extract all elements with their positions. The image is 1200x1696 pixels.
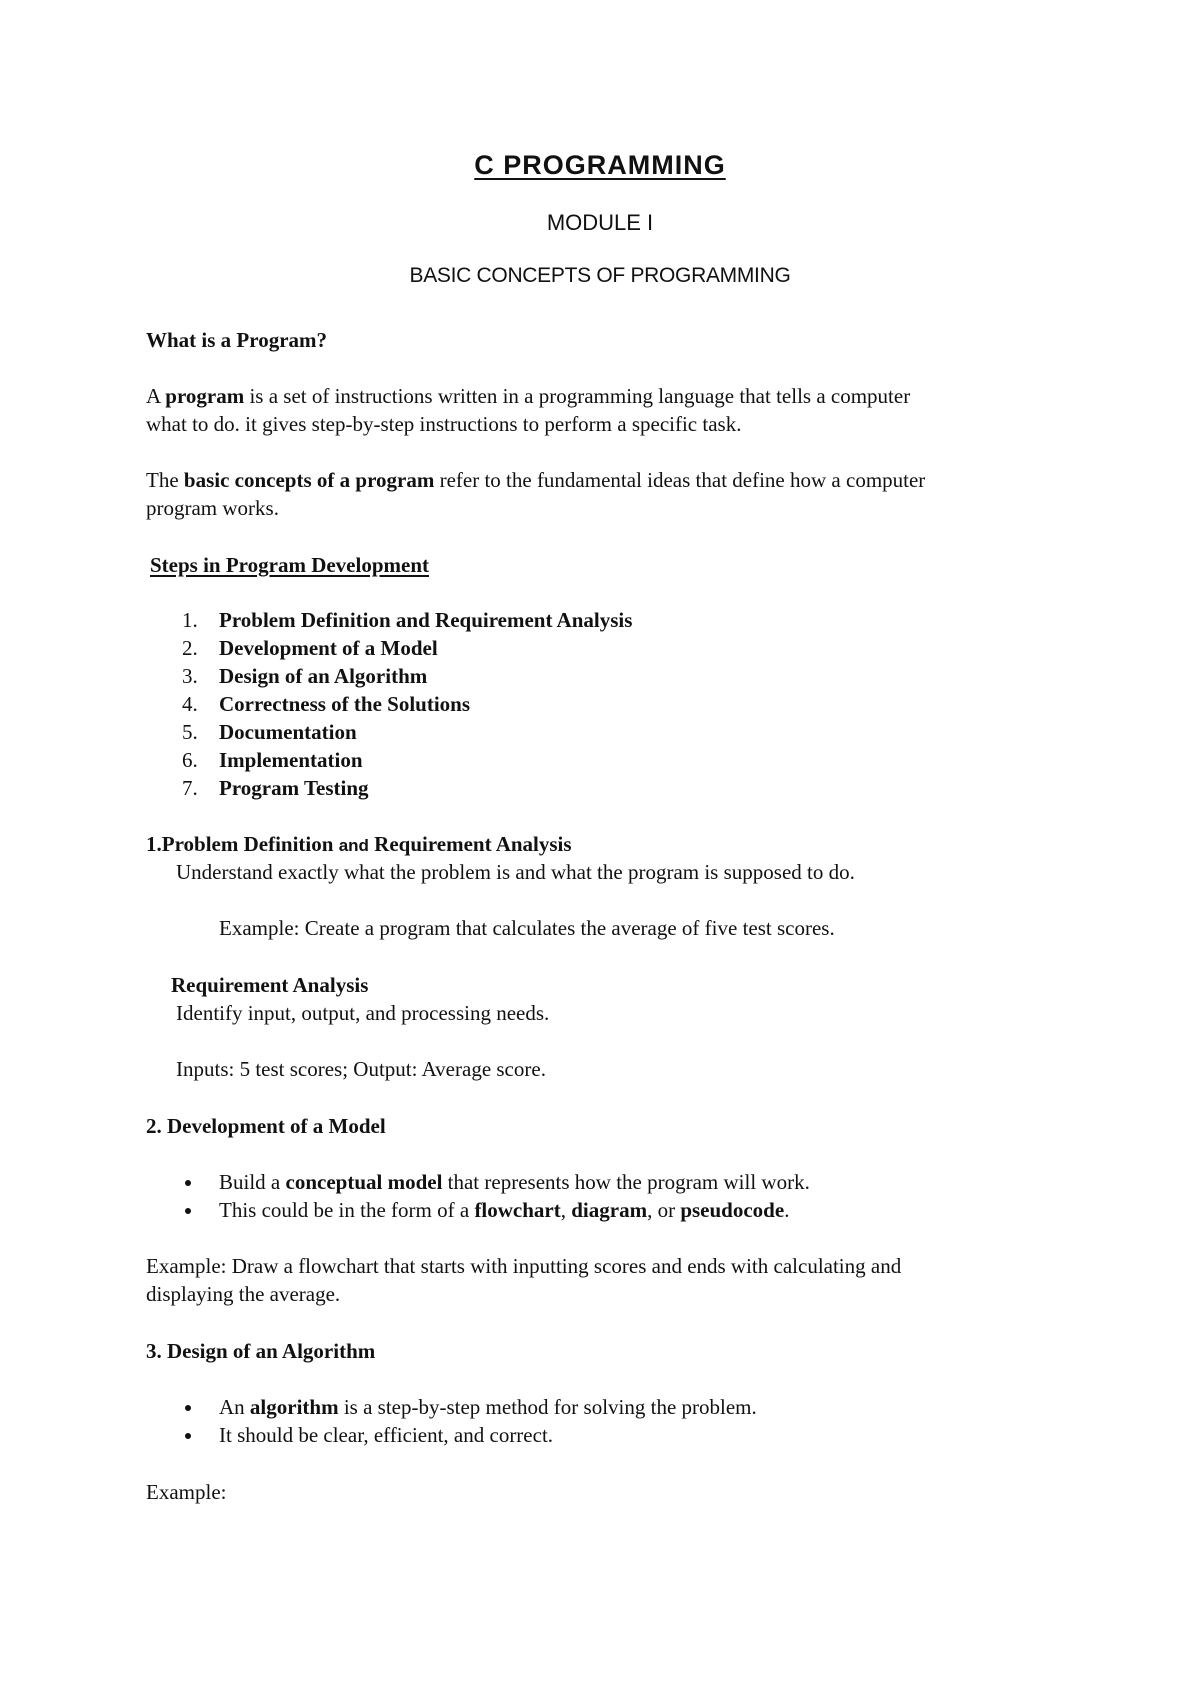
program-definition-line-1	[146, 382, 910, 410]
section-1-example: Example: Create a program that calculates the average of five test scores.	[219, 916, 835, 940]
text-span: is a set of instructions written in a programming language that tells a computer	[244, 384, 911, 408]
text-span: refer to the fundamental ideas that define how a computer	[434, 468, 926, 492]
step-label: Design of an Algorithm	[219, 664, 428, 688]
requirement-analysis-line-2: Inputs: 5 test scores; Output: Average score.	[176, 1057, 546, 1081]
bold-term: conceptual model	[285, 1170, 443, 1194]
step-number: 5.	[182, 720, 198, 744]
text-span: The	[146, 468, 184, 492]
text-span: ,	[560, 1198, 572, 1222]
program-definition-line-2: what to do. it gives step-by-step instructions to perform a specific task.	[146, 412, 742, 436]
module-label: MODULE I	[546, 210, 654, 235]
steps-heading: Steps in Program Development	[150, 553, 429, 577]
section-1-heading	[146, 830, 572, 860]
bold-term: diagram	[571, 1198, 648, 1222]
step-label: Documentation	[219, 720, 357, 744]
step-item	[182, 662, 632, 690]
bold-term-program: program	[165, 384, 245, 408]
section-2-bullets	[219, 1168, 810, 1224]
text-span: An	[219, 1395, 250, 1419]
text-span: , or	[647, 1198, 681, 1222]
bullet-icon	[185, 1208, 191, 1214]
step-number: 4.	[182, 692, 198, 716]
text-span: 1.Problem Definition	[146, 832, 339, 856]
text-span: It should be clear, efficient, and correct.	[219, 1423, 554, 1447]
step-label: Problem Definition and Requirement Analysis	[219, 608, 633, 632]
step-item	[182, 774, 632, 802]
section-2-example-line-1: Example: Draw a flowchart that starts with inputting scores and ends with calculating and	[146, 1254, 902, 1278]
document-title: C PROGRAMMING	[474, 150, 726, 180]
text-span: .	[784, 1198, 790, 1222]
step-label: Program Testing	[219, 776, 369, 800]
bullet-item	[219, 1196, 810, 1224]
section-1-description: Understand exactly what the problem is and what the program is supposed to do.	[176, 860, 855, 884]
section-3-example: Example:	[146, 1480, 227, 1504]
bullet-icon	[185, 1180, 191, 1186]
what-is-program-heading: What is a Program?	[146, 328, 328, 352]
step-item	[182, 606, 633, 634]
bold-term-basic-concepts: basic concepts of a program	[183, 468, 435, 492]
step-label: Correctness of the Solutions	[219, 692, 471, 716]
step-item	[182, 718, 632, 746]
section-2-example-line-2: displaying the average.	[146, 1282, 341, 1306]
text-span: Build a	[219, 1170, 286, 1194]
step-number: 3.	[182, 664, 198, 688]
bullet-item	[219, 1168, 810, 1196]
bold-term: algorithm	[249, 1395, 339, 1419]
step-number: 7.	[182, 776, 198, 800]
step-label: Development of a Model	[219, 636, 438, 660]
text-span: Requirement Analysis	[368, 832, 572, 856]
section-2-heading: 2. Development of a Model	[146, 1114, 386, 1138]
basic-concepts-line-1	[146, 466, 925, 494]
section-3-heading: 3. Design of an Algorithm	[146, 1339, 376, 1363]
document-subtitle: BASIC CONCEPTS OF PROGRAMMING	[409, 264, 791, 287]
step-number: 2.	[182, 636, 198, 660]
step-number: 1.	[182, 608, 198, 632]
bullet-icon	[185, 1433, 191, 1439]
requirement-analysis-line-1: Identify input, output, and processing needs.	[176, 1001, 550, 1025]
bullet-item	[219, 1421, 757, 1449]
step-item	[182, 634, 632, 662]
steps-list	[182, 606, 633, 802]
bold-term: pseudocode	[680, 1198, 785, 1222]
text-span: and	[338, 836, 369, 855]
step-item	[182, 690, 632, 718]
text-span: This could be in the form of a	[219, 1198, 475, 1222]
basic-concepts-line-2: program works.	[146, 496, 279, 520]
bold-term: flowchart	[474, 1198, 561, 1222]
bullet-item	[219, 1393, 757, 1421]
requirement-analysis-heading: Requirement Analysis	[171, 973, 369, 997]
bullet-icon	[185, 1405, 191, 1411]
text-span: A	[146, 384, 166, 408]
text-span: that represents how the program will work.	[442, 1170, 810, 1194]
step-number: 6.	[182, 748, 198, 772]
step-label: Implementation	[219, 748, 363, 772]
step-item	[182, 746, 632, 774]
text-span: is a step-by-step method for solving the problem.	[338, 1395, 757, 1419]
section-3-bullets	[219, 1393, 757, 1449]
